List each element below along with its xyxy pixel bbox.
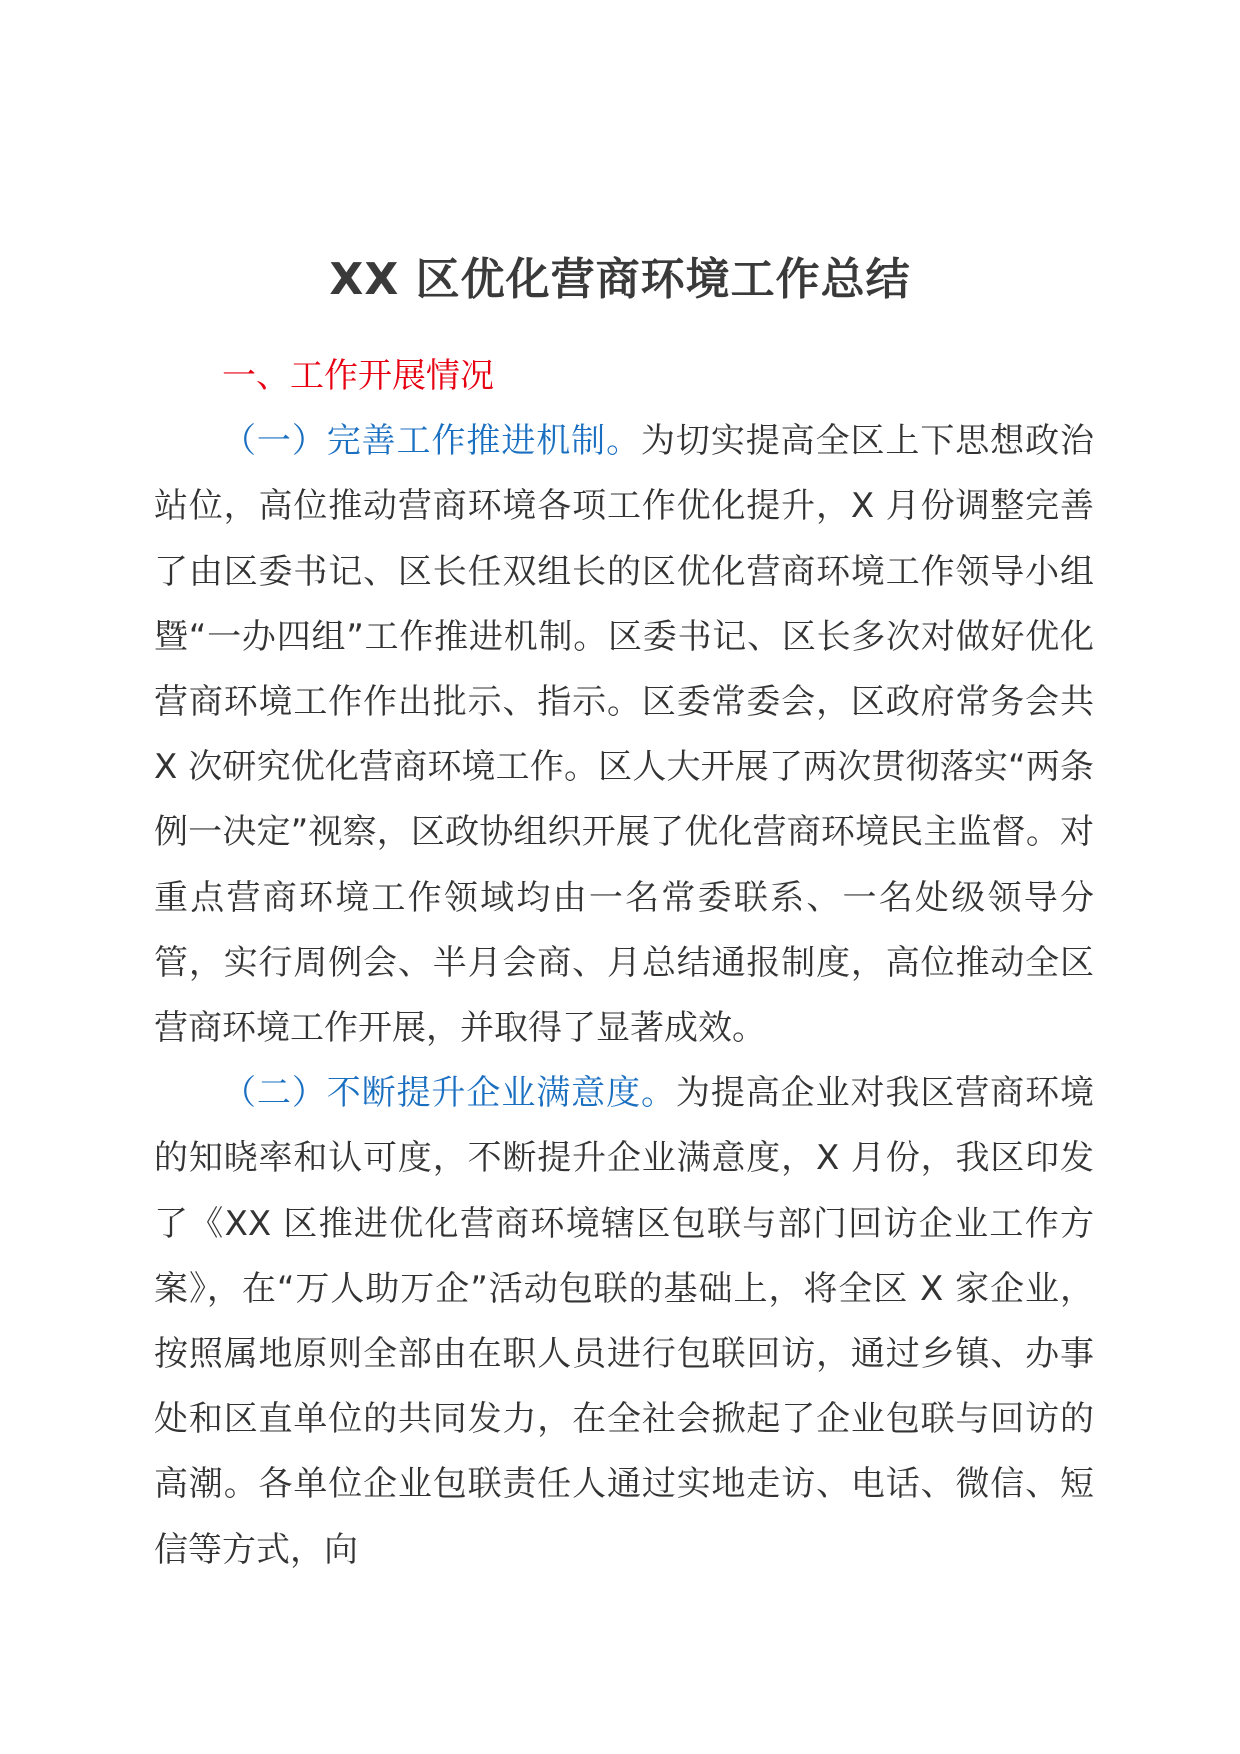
paragraph-2 [154,1061,1094,1583]
section-heading: 一、工作开展情况 [222,356,494,396]
paragraph-1 [154,409,1094,1061]
document-title: XX 区优化营商环境工作总结 [329,254,911,305]
paragraph-1-text: 为切实提高全区上下思想政治站位，高位推动营商环境各项工作优化提升，X 月份调整完善了由区委书记、区长任双组长的区优化营商环境工作领导小组暨“一办四组”工作推进机制。区委书记、区长多次对做好优化营商环境工作作出批示、指示。区委常委会，区政府常务会共 X 次研究优化营商环境工作。区人大开展了两次贯彻落实“两条例一决定”视察，区政协组织开展了优化营商环境民主监督。对重点营商环境工作领域均由一名常委联系、一名处级领导分管，实行周例会、半月会商、月总结通报制度，高位推动全区营商环境工作开展，并取得了显著成效。 [154,421,1094,1049]
document-body [154,344,1094,1583]
paragraph-2-text: 为提高企业对我区营商环境的知晓率和认可度，不断提升企业满意度，X 月份，我区印发了《XX 区推进优化营商环境辖区包联与部门回访企业工作方案》，在“万人助万企”活动包联的基础上，将全区 X 家企业，按照属地原则全部由在职人员进行包联回访，通过乡镇、办事处和区直单位的共同发力，在全社会掀起了企业包联与回访的高潮。各单位企业包联责任人通过实地走访、电话、微信、短信等方式，向 [154,1073,1095,1570]
paragraph-1-subheading: （一）完善工作推进机制。 [222,421,641,462]
paragraph-2-subheading: （二）不断提升企业满意度。 [222,1073,676,1114]
